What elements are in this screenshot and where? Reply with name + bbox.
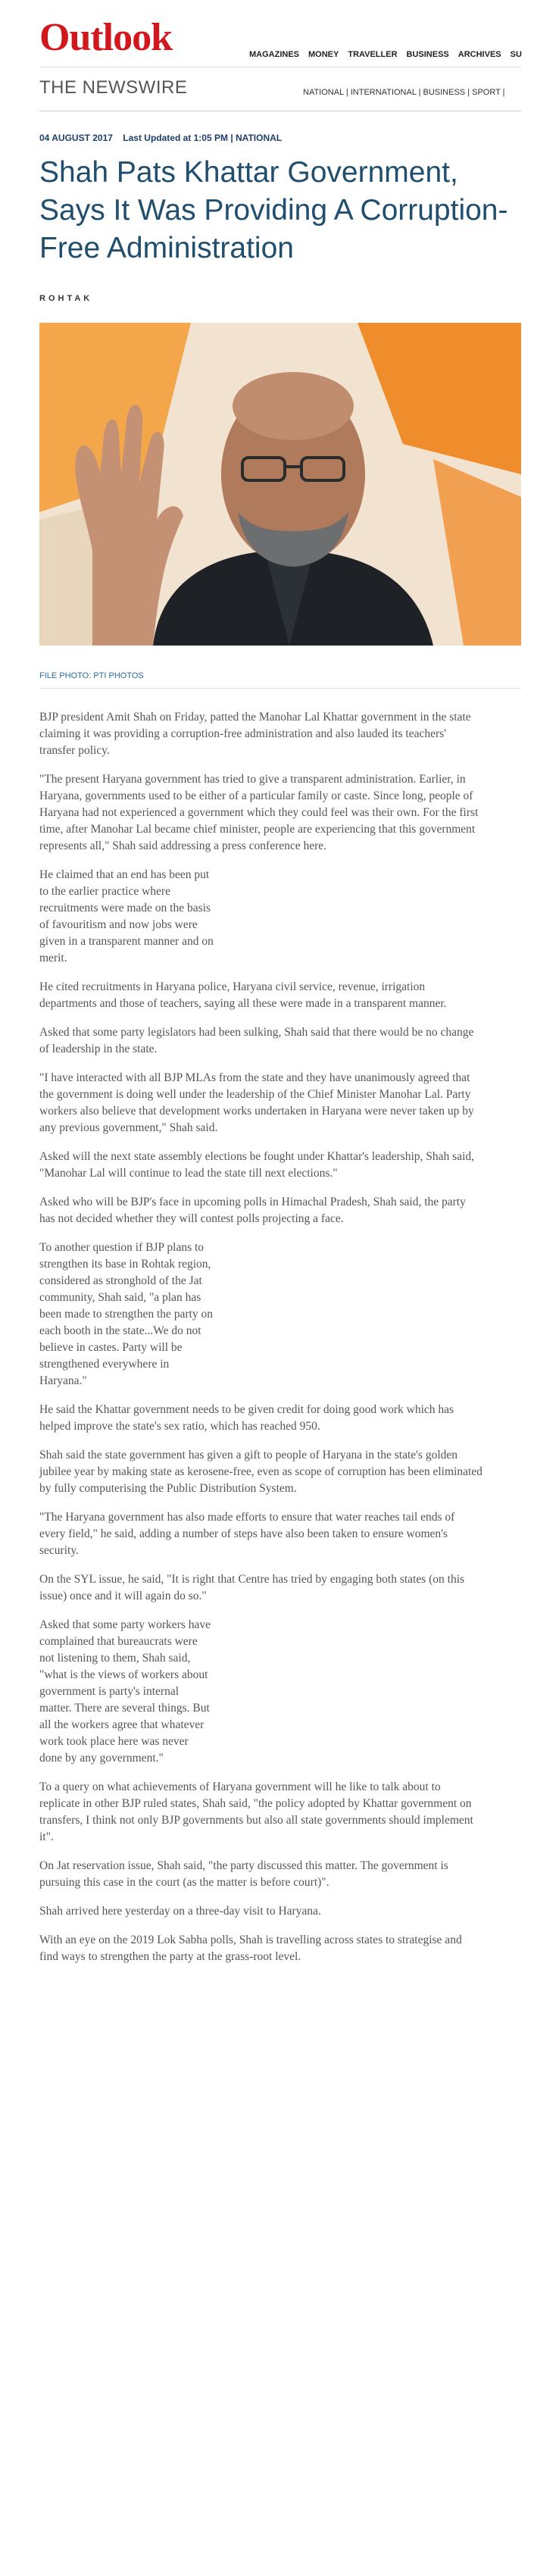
paragraph: He cited recruitments in Haryana police, Haryana civil service, revenue, irrigation departments and those of teachers, saying all these were made in a transparent manner. <box>39 980 447 1010</box>
top-nav <box>249 50 531 59</box>
paragraph: With an eye on the 2019 Lok Sabha polls, Shah is travelling across states to strategise and find ways to strengthen the party at the grass-root level. <box>39 1934 462 1963</box>
paragraph: Shah said the state government has given a gift to people of Haryana in the state's golden jubilee year by making state as kerosene-free, even as scope of corruption has been eliminated by fully computerising the Public Distribution System. <box>39 1449 482 1495</box>
paragraph: Shah arrived here yesterday on a three-day visit to Haryana. <box>39 1905 321 1918</box>
paragraph: "The Haryana government has also made efforts to ensure that water reaches tail ends of every field," he said, adding a number of steps have also been taken to ensure women's security. <box>39 1511 455 1557</box>
site-logo[interactable]: Outlook <box>39 16 173 59</box>
site-header <box>39 14 521 62</box>
paragraph: Asked that some party legislators had been sulking, Shah said that there would be no change of leadership in the state. <box>39 1026 474 1055</box>
article-body <box>39 709 482 1977</box>
paragraph: "The present Haryana government has tried to give a transparent administration. Earlier, in Haryana, governments used to be either of a particular family or caste. Since long, people of Haryana had not experienced a government which they could feel was their own. For the first time, after Manohar Lal became chief minister, people are experiencing that this government represents all," Shah said addressing a press conference here. <box>39 773 479 852</box>
category-label[interactable]: NATIONAL <box>236 133 283 143</box>
paragraph: "I have interacted with all BJP MLAs from the state and they have unanimously agreed that the government is doing well under the leadership of the Chief Minister Manohar Lal. Party workers also believe that development works undertaken in Haryana were never taken up by any previous government," Shah said. <box>39 1071 474 1134</box>
nav-item-magazines[interactable]: MAGAZINES <box>249 50 299 59</box>
article-headline: Shah Pats Khattar Government, Says It Was Providing A Corruption-Free Administration <box>39 156 508 264</box>
paragraph: On Jat reservation issue, Shah said, "the party discussed this matter. The government is pursuing this case in the court (as the matter is before court)". <box>39 1859 448 1889</box>
nav-item-archives[interactable]: ARCHIVES <box>458 50 501 59</box>
caption-divider <box>39 688 521 689</box>
nav-item-money[interactable]: MONEY <box>308 50 339 59</box>
paragraph: He said the Khattar government needs to be given credit for doing good work which has helped improve the state's sex ratio, which has reached 950. <box>39 1403 454 1433</box>
dateline-location: ROHTAK <box>39 294 93 303</box>
paragraph: Asked that some party workers have complained that bureaucrats were not listening to them, Shah said, "what is the views of workers about government is party's internal matter. There are several things. But all the workers agree that whatever work took place here was never done by any government." <box>39 1618 211 1765</box>
paragraph: To another question if BJP plans to strengthen its base in Rohtak region, considered as stronghold of the Jat community, Shah said, "a plan has been made to strengthen the party on each booth in the state...We do not believe in castes. Party will be strengthened everywhere in Haryana." <box>39 1241 213 1387</box>
photo-caption: FILE PHOTO: PTI PHOTOS <box>39 671 144 680</box>
article-date: 04 AUGUST 2017 <box>39 133 113 143</box>
article-meta: 04 AUGUST 2017 Last Updated at 1:05 PM | NATIONAL <box>39 133 283 143</box>
article-photo <box>39 323 521 646</box>
paragraph: Asked will the next state assembly elections be fought under Khattar's leadership, Shah said, "Manohar Lal will continue to lead the state till next elections." <box>39 1150 474 1180</box>
section-title[interactable]: THE NEWSWIRE <box>39 77 188 98</box>
paragraph: BJP president Amit Shah on Friday, patted the Manohar Lal Khattar government in the state claiming it was providing a corruption-free administration and also lauded its teachers' transfer policy. <box>39 711 471 757</box>
nav-item-subscribe[interactable]: SU <box>510 50 522 59</box>
last-updated: Last Updated at 1:05 PM <box>123 133 228 143</box>
nav-item-traveller[interactable]: TRAVELLER <box>348 50 398 59</box>
nav-item-business[interactable]: BUSINESS <box>406 50 449 59</box>
section-links[interactable]: NATIONAL | INTERNATIONAL | BUSINESS | SPORT | <box>303 88 505 97</box>
paragraph: To a query on what achievements of Haryana government will he like to talk about to replicate in other BJP ruled states, Shah said, "the policy adopted by Khattar government on transfers, I think not only BJP governments but also all state governments should implement it". <box>39 1780 473 1843</box>
paragraph: He claimed that an end has been put to the earlier practice where recruitments were made on the basis of favouritism and now jobs were given in a transparent manner and on merit. <box>39 868 214 964</box>
paragraph: Asked who will be BJP's face in upcoming polls in Himachal Pradesh, Shah said, the party has not decided whether they will contest polls projecting a face. <box>39 1196 466 1225</box>
paragraph: On the SYL issue, he said, "It is right that Centre has tried by engaging both states (on this issue) once and it will again do so." <box>39 1573 465 1602</box>
